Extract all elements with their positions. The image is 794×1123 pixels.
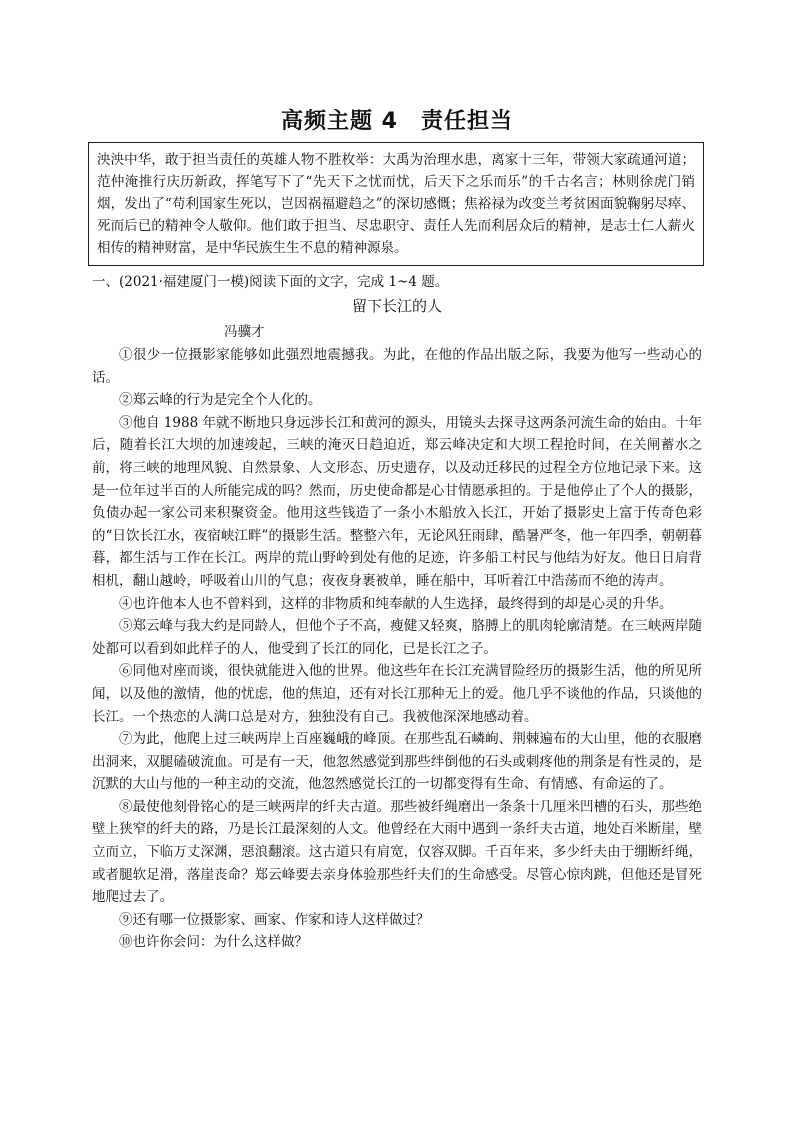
article-title: 留下长江的人 xyxy=(351,297,442,315)
article-author: 冯骥才 xyxy=(224,324,265,340)
paragraph-9: ⑨还有哪一位摄影家、画家、作家和诗人这样做过？ xyxy=(119,911,430,928)
intro-text: 泱泱中华，敢于担当责任的英雄人物不胜枚举：大禹为治理水患，离家十三年，带领大家疏通河道；范仲淹推行庆历新政，挥笔写下了“先天下之忧而忧，后天下之乐而乐”的千古名言；林则徐虎门销烟，发出了“苟利国家生死以，岂因祸福避趋之”的深切感慨；焦裕禄为改变兰考贫困面貌鞠躬尽瘁、死而后已的精神令人敬仰。他们敢于担当、尽忠职守、责任人先而利居众后的精神，是志士仁人薪火相传的精神财富，是中华民族生生不息的精神源泉。 xyxy=(97,152,695,256)
paragraph-2: ②郑云峰的行为是完全个人化的。 xyxy=(119,392,322,409)
intro-box xyxy=(88,142,704,266)
paragraph-4: ④也许他本人也不曾料到，这样的非物质和纯奉献的人生选择，最终得到的却是心灵的升华。 xyxy=(119,595,673,612)
page-title: 高频主题 4 责任担当 xyxy=(281,109,513,134)
paragraph-10: ⑩也许你会问：为什么这样做？ xyxy=(119,934,308,951)
section-heading: 一、(2021·福建厦门一模)阅读下面的文字，完成 1~4 题。 xyxy=(92,274,449,290)
article-body xyxy=(92,344,702,954)
paragraph-1: ①很少一位摄影家能够如此强烈地震撼我。为此，在他的作品出版之际，我要为他写一些动心的话。 xyxy=(92,347,702,386)
paragraph-7: ⑦为此，他爬上过三峡两岸上百座巍峨的峰顶。在那些乱石嶙峋、荆棘遍布的大山里，他的衣服磨出洞来，双腿磕破流血。可是有一天，他忽然感觉到那些绊倒他的石头或刺疼他的荆条是有性灵的，是沉默的大山与他的一种主动的交流，他忽然感觉长江的一切都变得有生命、有情感、有命运的了。 xyxy=(92,731,702,793)
paragraph-6: ⑥同他对座而谈，很快就能进入他的世界。他这些年在长江充满冒险经历的摄影生活，他的所见所闻，以及他的激情，他的忧虑，他的焦迫，还有对长江那种无上的爱。他几乎不谈他的作品，只谈他的长江。一个热恋的人满口总是对方，独独没有自己。我被他深深地感动着。 xyxy=(92,663,702,725)
paragraph-8: ⑧最使他刻骨铭心的是三峡两岸的纤夫古道。那些被纤绳磨出一条条十几厘米凹槽的石头，那些绝壁上狭窄的纤夫的路，乃是长江最深刻的人文。他曾经在大雨中遇到一条纤夫古道，地处百米断崖，壁立而立，下临万丈深渊，惡浪翻滚。这古道只有肩宽，仅容双脚。千百年来，多少纤夫由于绷断纤绳，或者腿软足滑，落崖丧命？郑云峰要去亲身体验那些纤夫们的生命感受。尽管心惊肉跳，但他还是冒死地爬过去了。 xyxy=(92,798,702,906)
paragraph-3: ③他自 1988 年就不断地只身远涉长江和黄河的源头，用镜头去探寻这两条河流生命的始由。十年后，随着长江大坝的加速竣起，三峡的淹灭日趋迫近，郑云峰决定和大坝工程抢时间，在关闸蓄水之前，将三峡的地理风貌、自然景象、人文形态、历史遗存，以及动迁移民的过程全方位地记录下来。这是一位年过半百的人所能完成的吗？然而，历史使命都是心甘情愿承担的。于是他停止了个人的摄影，负债办起一家公司来积聚资金。他用这些钱造了一条小木船放入长江，开始了摄影史上富于传奇色彩的“日饮长江水，夜宿峡江畔”的摄影生活。整整六年，无论风狂雨肆，酷暑严冬，他一年四季，朝朝暮暮，都生活与工作在长江。两岸的荒山野岭到处有他的足迹，许多船工村民与他结为好友。他日日肩背相机，翻山越岭，呼吸着山川的气息；夜夜身裹被单，睡在船中，耳听着江中浩荡而不绝的涛声。 xyxy=(92,414,702,589)
paragraph-5: ⑤郑云峰与我大约是同龄人，但他个子不高，瘦健又轻爽，胳膊上的肌肉轮廓清楚。在三峡两岸随处都可以看到如此样子的人，他受到了长江的同化，已是长江之子。 xyxy=(92,618,702,657)
